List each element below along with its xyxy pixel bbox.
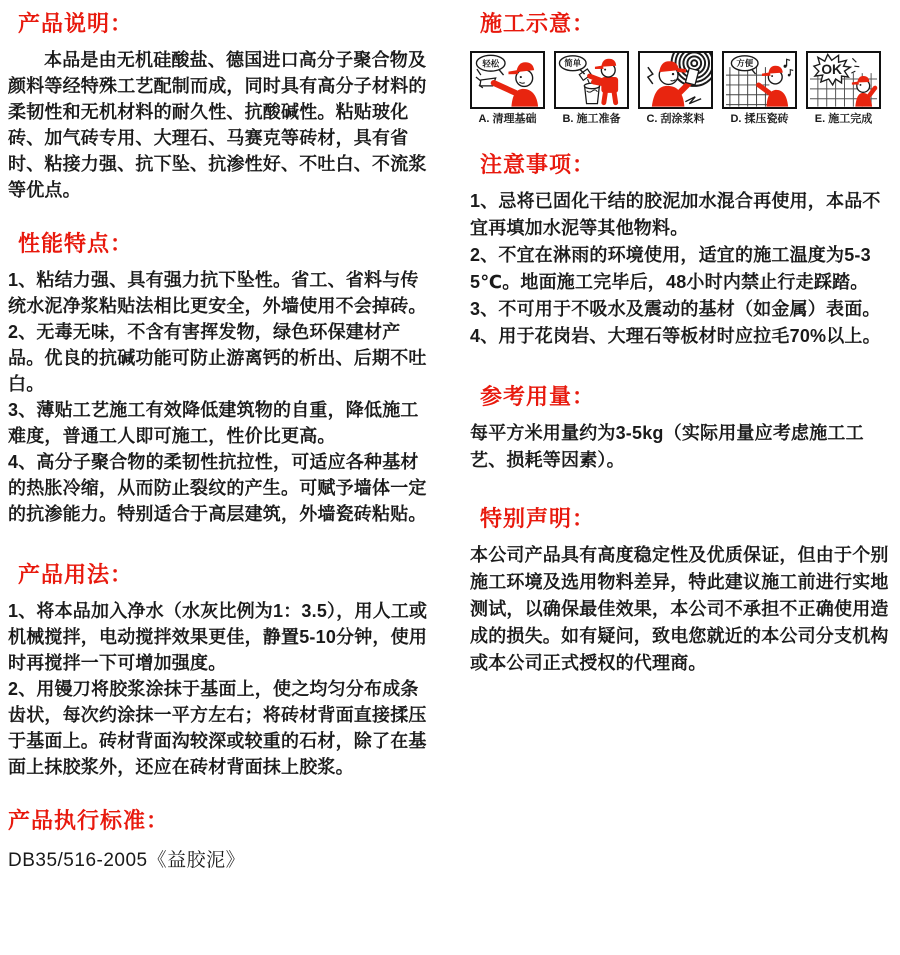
construction-demo-title: 施工示意： bbox=[480, 11, 596, 36]
performance-item-1: 1、粘结力强、具有强力抗下坠性。省工、省料与传统水泥净浆粘贴法相比更安全，外墙使用不会掉砖。 bbox=[8, 270, 427, 316]
step-b-illustration bbox=[554, 51, 629, 109]
step-a bbox=[470, 51, 545, 126]
worker-cleaning-icon bbox=[472, 53, 543, 107]
step-c bbox=[638, 51, 713, 126]
dosage-title: 参考用量： bbox=[480, 384, 596, 409]
step-b bbox=[554, 51, 629, 126]
usage-title: 产品用法： bbox=[18, 562, 134, 587]
performance-item-2: 2、无毒无味，不含有害挥发物，绿色环保建材产品。优良的抗碱功能可防止游离钙的析出、后期不吐白。 bbox=[8, 322, 427, 394]
product-description-title: 产品说明： bbox=[18, 11, 134, 36]
speech-bubble-text: 方便 bbox=[736, 58, 754, 69]
step-a-caption: A. 清理基础 bbox=[478, 113, 537, 125]
performance-title: 性能特点： bbox=[18, 231, 134, 256]
usage-list bbox=[8, 598, 436, 780]
usage-item-1: 1、将本品加入净水（水灰比例为1：3.5），用人工或机械搅拌，电动搅拌效果更佳，静置5-10分钟，使用时再搅拌一下可增加强度。 bbox=[8, 601, 428, 673]
worker-applying-icon bbox=[640, 53, 711, 107]
step-e-illustration bbox=[806, 51, 881, 109]
precaution-item-1: 1、忌将已固化干结的胶泥加水混合再使用，本品不宜再填加水泥等其他物料。 bbox=[470, 191, 881, 238]
precaution-item-4: 4、用于花岗岩、大理石等板材时应拉毛70%以上。 bbox=[470, 326, 881, 346]
speech-bubble-text: 轻松 bbox=[482, 58, 500, 69]
usage-item-2: 2、用镘刀将胶浆涂抹于基面上，使之均匀分布成条齿状，每次约涂抹一平方左右；将砖材背面直接揉压于基面上。砖材背面沟较深或较重的石材，除了在基面上抹胶浆外，还应在砖材背面抹上胶浆。 bbox=[8, 679, 427, 777]
step-e bbox=[806, 51, 881, 126]
standard-value: DB35/516-2005《益胶泥》 bbox=[8, 850, 246, 871]
left-column bbox=[8, 6, 436, 874]
precautions-list bbox=[470, 188, 894, 350]
step-e-caption: E. 施工完成 bbox=[814, 113, 873, 125]
worker-finished-icon bbox=[808, 53, 879, 107]
precaution-item-2: 2、不宜在淋雨的环境使用，适宜的施工温度为5-35℃。地面施工完毕后，48小时内禁止行走踩踏。 bbox=[470, 245, 871, 292]
right-column bbox=[470, 6, 894, 677]
performance-list bbox=[8, 267, 436, 527]
dosage-text: 每平方米用量约为3-5kg（实际用量应考虑施工工艺、损耗等因素）。 bbox=[470, 423, 864, 470]
disclaimer-text: 本公司产品具有高度稳定性及优质保证，但由于个别施工环境及选用物料差异，特此建议施工前进行实地测试，以确保最佳效果，本公司不承担不正确使用造成的损失。如有疑问，致电您就近的本公司分支机构或本公司正式授权的代理商。 bbox=[470, 545, 889, 673]
step-a-illustration bbox=[470, 51, 545, 109]
disclaimer-title: 特别声明： bbox=[480, 506, 596, 531]
ok-burst-text: OK bbox=[821, 62, 843, 78]
step-b-caption: B. 施工准备 bbox=[562, 113, 621, 125]
worker-pressing-tile-icon bbox=[724, 53, 795, 107]
standard-title: 产品执行标准： bbox=[8, 808, 170, 833]
product-description-text: 本品是由无机硅酸盐、德国进口高分子聚合物及颜料等经特殊工艺配制而成，同时具有高分子材料的柔韧性和无机材料的耐久性、抗酸碱性。粘贴玻化砖、加气砖专用、大理石、马赛克等砖材，具有省时、粘接力强、抗下坠、抗渗性好、不吐白、不流浆等优点。 bbox=[8, 50, 427, 200]
performance-item-3: 3、薄贴工艺施工有效降低建筑物的自重，降低施工难度，普通工人即可施工，性价比更高。 bbox=[8, 400, 419, 446]
step-c-illustration bbox=[638, 51, 713, 109]
step-d bbox=[722, 51, 797, 126]
precautions-title: 注意事项： bbox=[480, 152, 596, 177]
construction-steps bbox=[470, 51, 894, 126]
speech-bubble-text: 简单 bbox=[564, 58, 582, 69]
precaution-item-3: 3、不可用于不吸水及震动的基材（如金属）表面。 bbox=[470, 299, 881, 319]
step-c-caption: C. 刮涂浆料 bbox=[646, 113, 705, 125]
step-d-illustration bbox=[722, 51, 797, 109]
step-d-caption: D. 揉压瓷砖 bbox=[730, 113, 789, 125]
worker-mixing-icon bbox=[556, 53, 627, 107]
performance-item-4: 4、高分子聚合物的柔韧性抗拉性，可适应各种基材的热胀冷缩，从而防止裂纹的产生。可赋予墙体一定的抗渗能力。特别适合于高层建筑，外墙瓷砖粘贴。 bbox=[8, 452, 427, 524]
